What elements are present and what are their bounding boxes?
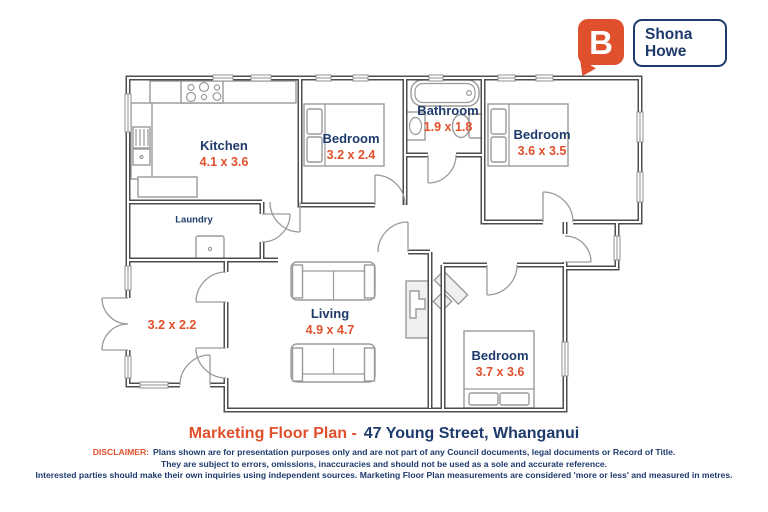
door-arc	[102, 324, 128, 350]
room-name: Bathroom	[417, 103, 479, 119]
disclaimer-text-3: Interested parties should make their own inquiries using independent sources. Marketing Floor Plan measurements are considered 'more or less' and measured in metres.	[35, 470, 733, 480]
laundry-tub-icon	[196, 236, 224, 259]
door-arc	[196, 272, 226, 302]
disclaimer-line-3	[0, 470, 768, 480]
room-dimensions: 3.6 x 3.5	[517, 144, 567, 159]
room-dimensions: 4.1 x 3.6	[199, 155, 249, 170]
window	[637, 172, 643, 202]
room-name: Bedroom	[471, 348, 529, 364]
brand-name-line1: Shona	[645, 25, 693, 43]
window	[125, 94, 131, 132]
brand-name-line2: Howe	[645, 43, 687, 60]
fireplace-icon	[406, 271, 468, 338]
room-dimensions: 4.9 x 4.7	[305, 323, 355, 338]
door-arc	[102, 298, 128, 324]
disclaimer-line-2	[0, 459, 768, 469]
title-prefix: Marketing Floor Plan -	[188, 425, 357, 442]
room-label-bathroom	[417, 102, 478, 136]
room-name: Bedroom	[513, 127, 571, 143]
logo-letter: B	[589, 23, 613, 61]
room-name: Bedroom	[322, 131, 380, 147]
window	[353, 75, 368, 81]
window	[140, 382, 168, 388]
room-dimensions: 3.7 x 3.6	[475, 365, 525, 380]
door-arc	[196, 348, 226, 378]
window	[498, 75, 515, 81]
room-dimensions: 3.2 x 2.2	[147, 317, 197, 332]
title-address: 47 Young Street, Whanganui	[363, 425, 580, 442]
room-name: Laundry	[175, 214, 213, 226]
window	[125, 266, 131, 290]
window	[125, 356, 131, 378]
room-label-living	[306, 305, 355, 339]
disclaimer-line-1	[0, 447, 768, 457]
window	[213, 75, 233, 81]
room-name: Kitchen	[200, 138, 248, 154]
room-label-laundry	[175, 215, 212, 228]
door-arc	[565, 236, 591, 262]
window	[429, 75, 443, 81]
kitchen-sink-icon	[133, 127, 150, 165]
window	[562, 342, 568, 376]
disclaimer-label: DISCLAIMER:	[92, 447, 150, 457]
window	[637, 112, 643, 142]
room-label-kitchen	[200, 137, 249, 171]
sofa-icon-bottom	[291, 344, 375, 382]
room-label-bedroom2	[513, 126, 570, 160]
door-arc	[270, 202, 300, 232]
door-arc	[428, 155, 456, 183]
door-arc	[262, 214, 290, 242]
room-dimensions: 3.2 x 2.4	[326, 148, 376, 163]
window	[251, 75, 271, 81]
door-arc	[543, 192, 573, 222]
window	[316, 75, 331, 81]
kitchen-stove-icon	[181, 81, 223, 103]
room-label-sunroom	[148, 317, 197, 334]
disclaimer-text-2: They are subject to errors, omissions, inaccuracies and should not be used as a sole and accurate reference.	[160, 458, 608, 469]
room-name: Living	[310, 306, 350, 322]
disclaimer-text-1: Plans shown are for presentation purposes only and are not part of any Council documents, legal documents or Record of Title.	[153, 447, 676, 457]
page-title	[0, 425, 768, 443]
room-label-bedroom1	[322, 130, 379, 164]
room-label-bedroom3	[471, 347, 528, 381]
window	[536, 75, 553, 81]
sofa-icon-top	[291, 262, 375, 300]
room-dimensions: 1.9 x 1.8	[423, 120, 473, 135]
door-arc	[375, 175, 405, 205]
window	[614, 236, 620, 260]
door-arc	[487, 265, 517, 295]
door-arc	[378, 222, 408, 252]
